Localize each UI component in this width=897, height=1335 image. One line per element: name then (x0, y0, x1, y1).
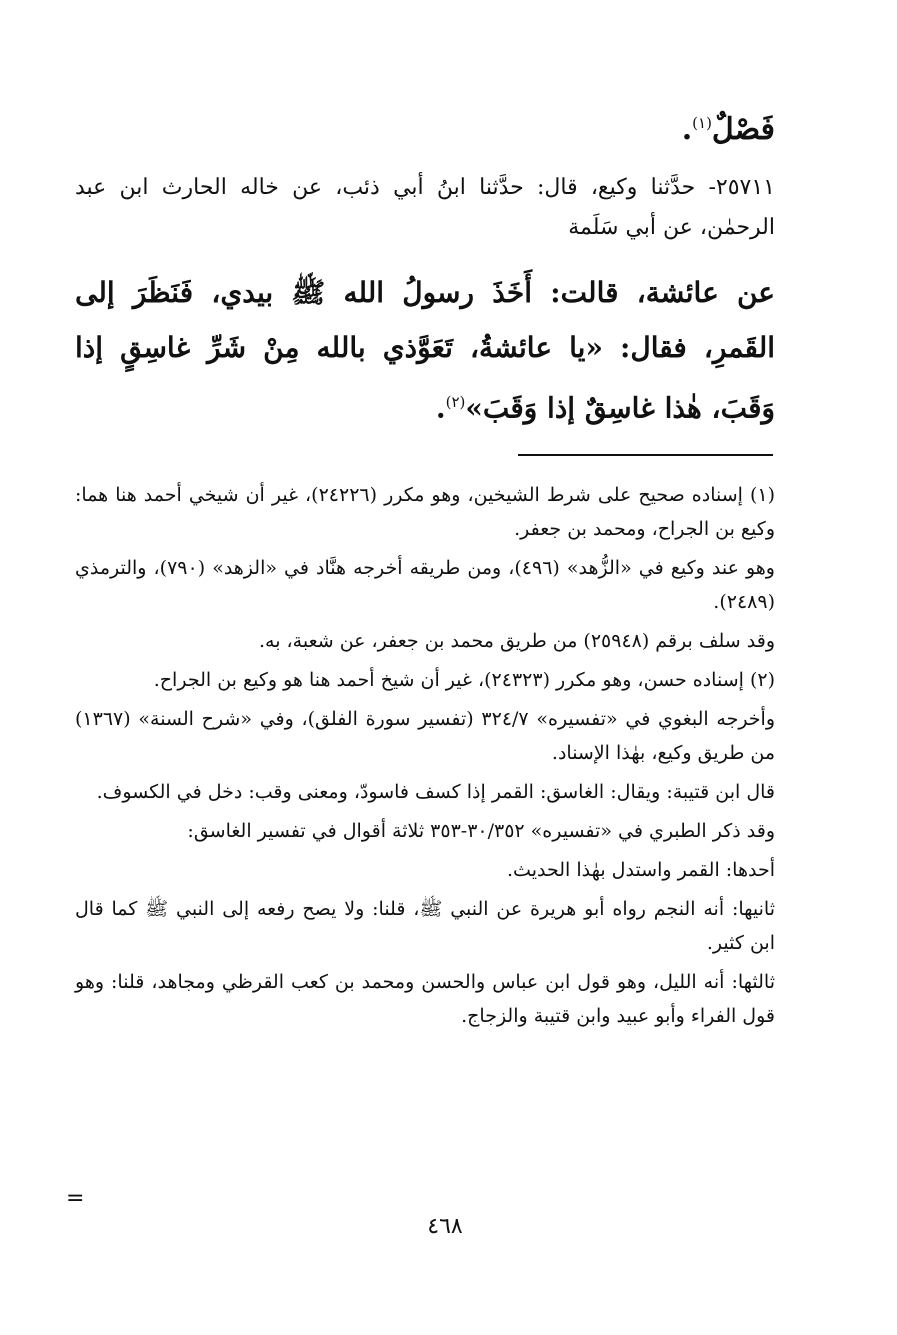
heading-footnote-ref: (١) (692, 114, 712, 132)
footnote-paragraph: وهو عند وكيع في «الزُّهد» (٤٩٦)، ومن طريقه أخرجه هنَّاد في «الزهد» (٧٩٠)، والترمذي (٢٤٨٩). (75, 557, 775, 613)
footnote-paragraph: ثالثها: أنه الليل، وهو قول ابن عباس والحسن ومحمد بن كعب القرظي ومجاهد، قلنا: وهو قول الفراء وأبو عبيد وابن قتيبة والزجاج. (75, 971, 775, 1027)
heading-end: . (681, 112, 693, 147)
footnote-paragraph: قال ابن قتيبة: ويقال: الغاسق: القمر إذا كسف فاسودّ، ومعنى وقب: دخل في الكسوف. (96, 781, 775, 803)
matn-text: عن عائشة، قالت: أَخَذَ رسولُ الله ﷺ بيدي، فَنَظَرَ إلى القَمرِ، فقال: «يا عائشةُ، تَعَوَّذي بالله مِنْ شَرِّ غاسِقٍ إذا وَقَبَ، هٰذا غاسِقٌ إذا وَقَبَ» (75, 276, 775, 425)
footnote-paragraph: (١) إسناده صحيح على شرط الشيخين، وهو مكرر (٢٤٢٢٦)، غير أن شيخي أحمد هنا هما: وكيع بن الجراح، ومحمد بن جعفر. (75, 484, 775, 540)
hadith-isnad: ٢٥٧١١- حدَّثنا وكيع، قال: حدَّثنا ابنُ أبي ذئب، عن خاله الحارث ابن عبد الرحمٰن، عن أبي سَلَمة (75, 175, 775, 240)
matn-end: . (435, 391, 446, 425)
continuation-mark: = (66, 1186, 85, 1211)
page-number: ٤٦٨ (427, 1214, 463, 1239)
section-heading (75, 100, 775, 153)
footnote-paragraph: وقد ذكر الطبري في «تفسيره» ٣٠/٣٥٢-٣٥٣ ثلاثة أقوال في تفسير الغاسق: (187, 820, 775, 842)
footnote-paragraph: ثانيها: أنه النجم رواه أبو هريرة عن النبي ﷺ، قلنا: ولا يصح رفعه إلى النبي ﷺ كما قال ابن كثير. (75, 898, 775, 954)
footnote-paragraph: وقد سلف برقم (٢٥٩٤٨) من طريق محمد بن جعفر، عن شعبة، به. (258, 630, 775, 652)
hadith-matn (75, 265, 775, 435)
heading-text: فَصْلٌ (711, 112, 775, 147)
footnote-paragraph: أحدها: القمر واستدل بهٰذا الحديث. (507, 859, 775, 881)
footnote-paragraph: (٢) إسناده حسن، وهو مكرر (٢٤٣٢٣)، غير أن شيخ أحمد هنا هو وكيع بن الجراح. (153, 669, 775, 691)
footnotes (75, 478, 775, 1038)
footnote-paragraph: وأخرجه البغوي في «تفسيره» ٣٢٤/٧ (تفسير سورة الفلق)، وفي «شرح السنة» (١٣٦٧) من طريق وكيع، بهٰذا الإسناد. (75, 708, 776, 764)
footnote-separator (518, 454, 773, 456)
matn-footnote-ref: (٢) (445, 393, 466, 411)
